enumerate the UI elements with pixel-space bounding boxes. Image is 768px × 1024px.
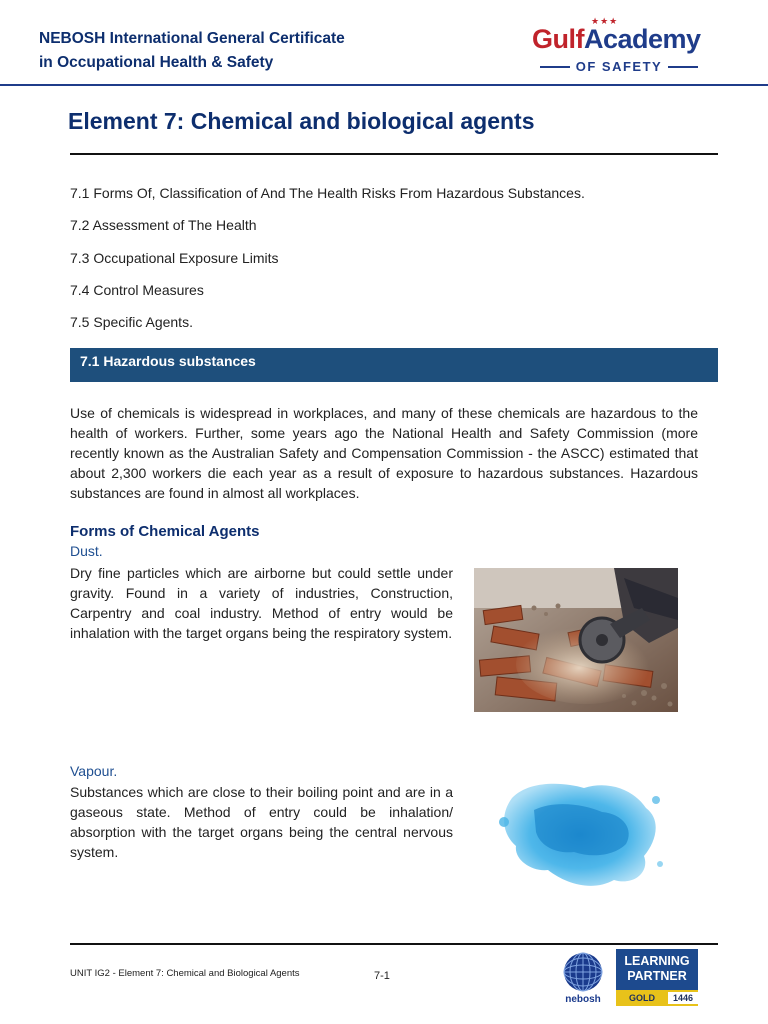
- partner-line1: LEARNING: [624, 954, 690, 968]
- section-heading: 7.1 Hazardous substances: [80, 353, 256, 369]
- logo-rule-left: [540, 66, 570, 68]
- page-number: 7-1: [374, 970, 390, 982]
- toc-item: 7.4 Control Measures: [70, 281, 204, 298]
- partner-line2: PARTNER: [627, 969, 687, 983]
- course-title-line1: NEBOSH International General Certificate: [39, 30, 345, 47]
- vapour-image: [474, 760, 684, 896]
- nebosh-logo: [555, 950, 611, 1008]
- vapour-description: Substances which are close to their boiling point and are in a gaseous state. Method of entry could be inhalation/ absorption with the target organs being the central nervous system.: [70, 784, 453, 860]
- title-divider: [70, 153, 718, 155]
- forms-heading: Forms of Chemical Agents: [70, 523, 260, 540]
- dust-label: Dust.: [70, 543, 103, 559]
- partner-level: GOLD: [629, 993, 655, 1003]
- logo-gulf-text: Gulf: [532, 24, 584, 54]
- toc-item: 7.5 Specific Agents.: [70, 314, 193, 331]
- nebosh-globe-icon: [555, 950, 611, 994]
- course-title: [39, 27, 459, 75]
- nebosh-label: nebosh: [565, 994, 601, 1005]
- brick-cutting-illustration: [474, 568, 678, 712]
- logo-rule-right: [668, 66, 698, 68]
- logo-sub-text: OF SAFETY: [575, 59, 663, 74]
- header-divider: [0, 84, 768, 86]
- toc-item: 7.2 Assessment of The Health: [70, 217, 257, 234]
- dust-description: Dry fine particles which are airborne but could settle under gravity. Found in a variety of industries, Construction, Carpentry and coal industry. Method of entry would be inhalation with the target organs being the respiratory system.: [70, 565, 453, 641]
- logo-academy-text: Academy: [584, 24, 701, 54]
- section-heading-bar: [70, 348, 718, 382]
- footer-unit-text: UNIT IG2 - Element 7: Chemical and Biological Agents: [70, 968, 300, 979]
- toc-item: 7.3 Occupational Exposure Limits: [70, 249, 279, 266]
- course-title-line2: in Occupational Health & Safety: [39, 54, 274, 71]
- dust-photo: [474, 568, 678, 712]
- element-title: Element 7: Chemical and biological agents: [68, 108, 535, 134]
- toc-list: [70, 183, 710, 344]
- toc-item: 7.1 Forms Of, Classification of And The Health Risks From Hazardous Substances.: [70, 185, 585, 201]
- vapour-label: Vapour.: [70, 763, 118, 779]
- partner-number: 1446: [668, 992, 698, 1004]
- logo-stars-icon: ★★★: [591, 16, 619, 26]
- blue-watercolor-splash: [474, 760, 684, 896]
- intro-paragraph: Use of chemicals is widespread in workplaces, and many of these chemicals are hazardous to the health of workers. Further, some years ago the National Health and Safety Commission (more recently known as the Australian Safety and Compensation Commission - the ASCC) estimated that about 2,300 workers die each year as a result of exposure to hazardous substances. Hazardous substances are found in almost all workplaces.: [70, 405, 698, 501]
- gulf-academy-logo: [527, 16, 717, 78]
- learning-partner-badge: [616, 949, 698, 1006]
- footer-divider: [70, 943, 718, 945]
